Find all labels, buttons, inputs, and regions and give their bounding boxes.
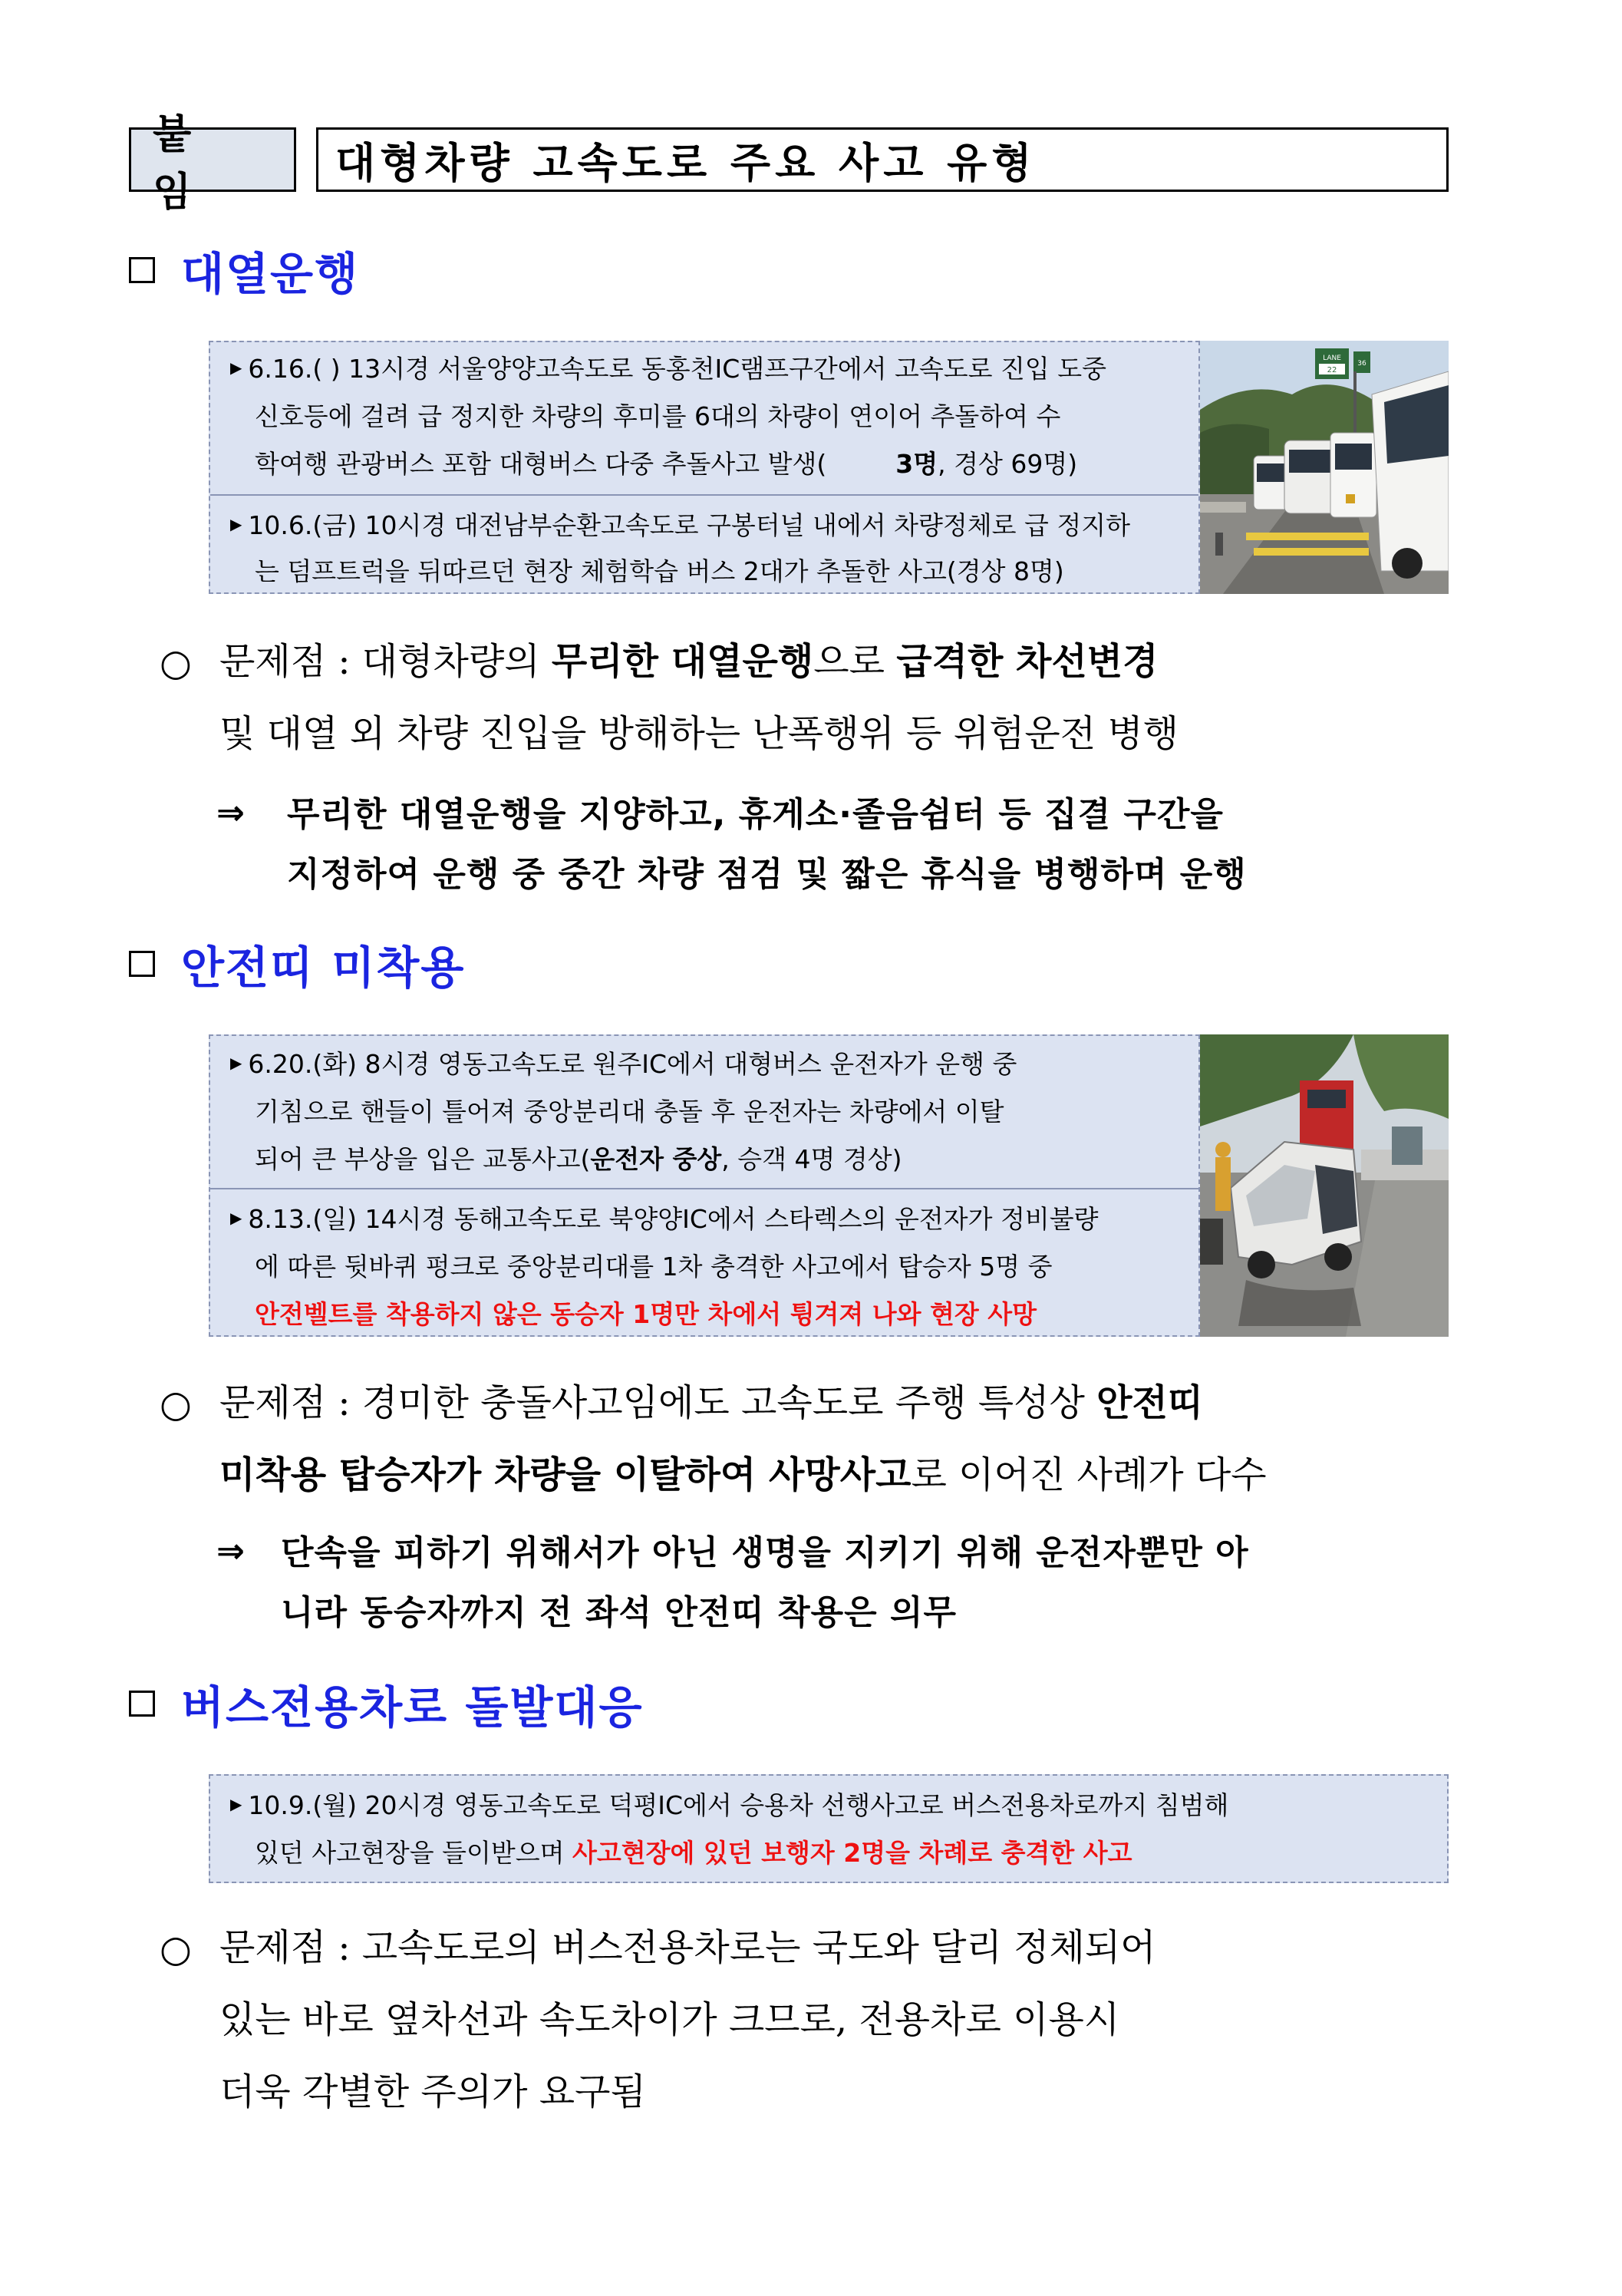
arrow-icon: ⇒ [216,793,245,833]
solution-text: 니라 동승자까지 전 좌석 안전띠 착용은 의무 [281,1593,957,1632]
attachment-label: 붙 임 [129,127,296,192]
triangle-bullet-icon: ▶ [230,1054,242,1072]
problem-text: 문제점 : 대형차량의 무리한 대열운행으로 급격한 차선변경 [219,640,1159,683]
sign-text: LANE [1323,355,1341,362]
checkbox-square-icon [129,951,155,977]
arrow-icon: ⇒ [216,1532,245,1571]
example-item: ▶ 8.13.(일) 14시경 동해고속도로 북양양IC에서 스타렉스의 운전자가 정비불량 에 따른 뒷바퀴 펑크로 중앙분리대를 1차 충격한 사고에서 탑승자 5명 중 안전벨트를 착용하지 않은 동승자 1명만 차에서 튕겨져 나와 현장 사망 [210,1188,1198,1338]
problem-bullet-2 [160,1383,192,1426]
triangle-bullet-icon: ▶ [230,1209,242,1227]
section-heading-seatbelt: 안전띠 미착용 [129,933,465,995]
example-box-bus-lane [209,1774,1449,1883]
problem-text: 있는 바로 옆차선과 속도차이가 크므로, 전용차로 이용시 [219,1998,1120,2041]
problem-text: 문제점 : 경미한 충돌사고임에도 고속도로 주행 특성상 안전띠 [219,1381,1204,1424]
circle-bullet-icon: ○ [160,1383,192,1426]
example-box-seatbelt [209,1034,1200,1337]
solution-text: 무리한 대열운행을 지양하고, 휴게소·졸음쉼터 등 집결 구간을 [287,795,1224,834]
section-heading-bus-lane: 버스전용차로 돌발대응 [129,1673,643,1734]
problem-bullet-1 [160,642,192,685]
photo-van-crash [1200,1034,1449,1337]
checkbox-square-icon [129,1691,155,1717]
example-item: ▶ 6.20.(화) 8시경 영동고속도로 원주IC에서 대형버스 운전자가 운행 중 기침으로 핸들이 틀어져 중앙분리대 충돌 후 운전자는 차량에서 이탈 되어 큰 부상을 입은 교통사고(운전자 중상, 승객 4명 경상) [230,1049,1017,1174]
problem-text: 및 대열 외 차량 진입을 방해하는 난폭행위 등 위험운전 병행 [219,712,1179,755]
solution-text: 지정하여 운행 중 중간 차량 점검 및 짧은 휴식을 병행하며 운행 [287,855,1247,894]
problem-text: 문제점 : 고속도로의 버스전용차로는 국도와 달리 정체되어 [219,1926,1156,1969]
triangle-bullet-icon: ▶ [230,515,242,533]
sign-text: 22 [1327,366,1337,374]
solution-text: 단속을 피하기 위해서가 아닌 생명을 지키기 위해 운전자뿐만 아 [281,1533,1249,1572]
example-box-platoon [209,341,1200,594]
photo-bus-collision [1200,341,1449,594]
sign-text: 36 [1357,360,1367,368]
circle-bullet-icon: ○ [160,642,192,685]
triangle-bullet-icon: ▶ [230,358,242,377]
section-heading-platoon: 대열운행 [129,239,359,301]
problem-bullet-3 [160,1928,192,1971]
example-item: ▶ 10.9.(월) 20시경 영동고속도로 덕평IC에서 승용차 선행사고로 버스전용차로까지 침범해 있던 사고현장을 들이받으며 사고현장에 있던 보행자 2명을 차례로 충격한 사고 [230,1790,1229,1868]
checkbox-square-icon [129,257,155,283]
triangle-bullet-icon: ▶ [230,1795,242,1813]
circle-bullet-icon: ○ [160,1928,192,1971]
example-item: ▶ 6.16.( ) 13시경 서울양양고속도로 동홍천IC램프구간에서 고속도로 진입 도중 신호등에 걸려 급 정지한 차량의 후미를 6대의 차량이 연이어 추돌하여 수 학여행 관광버스 포함 대형버스 다중 추돌사고 발생( 3명, 경상 69명) [230,354,1107,479]
problem-text: 미착용 탑승자가 차량을 이탈하여 사망사고로 이어진 사례가 다수 [219,1453,1267,1496]
problem-text: 더욱 각별한 주의가 요구됨 [219,2070,646,2113]
page-title: 대형차량 고속도로 주요 사고 유형 [316,127,1449,192]
example-item: ▶ 10.6.(금) 10시경 대전남부순환고속도로 구봉터널 내에서 차량정체로 급 정지하 는 덤프트럭을 뒤따르던 현장 체험학습 버스 2대가 추돌한 사고(경상 8명) [210,494,1198,595]
